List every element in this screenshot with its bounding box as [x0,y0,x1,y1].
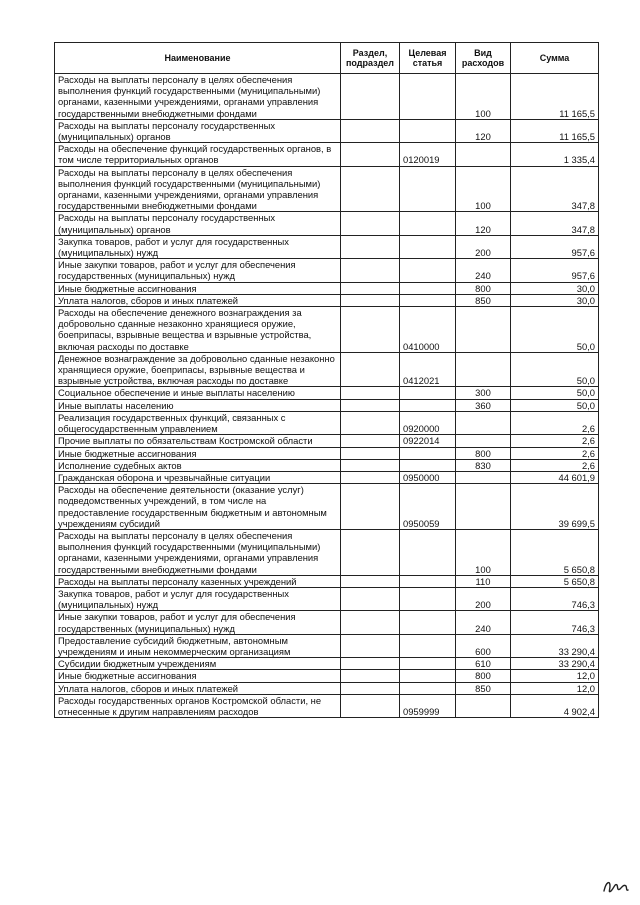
cell-article: 0959999 [400,694,456,717]
cell-sum: 39 699,5 [511,484,599,530]
cell-kind: 600 [456,634,511,657]
cell-section [341,670,400,682]
cell-article [400,634,456,657]
cell-section [341,447,400,459]
cell-sum: 33 290,4 [511,658,599,670]
cell-kind [456,352,511,387]
cell-sum: 2,6 [511,435,599,447]
cell-article [400,399,456,411]
cell-article [400,294,456,306]
cell-section [341,119,400,142]
cell-name: Расходы на обеспечение деятельности (оказание услуг) подведомственных учреждений, в том числе на предоставление государственным бюджетным и автономным учреждениям субсидий [55,484,341,530]
cell-article [400,682,456,694]
cell-section [341,575,400,587]
cell-article [400,74,456,120]
cell-name: Расходы на выплаты персоналу казенных учреждений [55,575,341,587]
cell-sum: 44 601,9 [511,471,599,483]
cell-section [341,634,400,657]
table-row [55,471,599,483]
cell-article: 0950000 [400,471,456,483]
cell-section [341,74,400,120]
table-row [55,658,599,670]
budget-table [54,42,599,718]
header-article: Целевая статья [400,43,456,74]
cell-section [341,387,400,399]
cell-kind: 800 [456,282,511,294]
cell-kind: 200 [456,235,511,258]
cell-kind [456,694,511,717]
header-kind: Вид расходов [456,43,511,74]
table-row [55,294,599,306]
cell-kind: 850 [456,682,511,694]
cell-sum: 957,6 [511,235,599,258]
cell-kind [456,143,511,166]
table-row [55,411,599,434]
table-row [55,212,599,235]
cell-section [341,235,400,258]
cell-name: Расходы на выплаты персоналу в целях обеспечения выполнения функций государственными (муниципальными) органами, казенными учреждениями, органами управления государственными внебюджетными фондами [55,166,341,212]
table-row [55,459,599,471]
cell-name: Расходы государственных органов Костромской области, не отнесенные к другим направлениям расходов [55,694,341,717]
cell-section [341,611,400,634]
table-row [55,611,599,634]
cell-section [341,307,400,353]
cell-sum: 30,0 [511,282,599,294]
table-row [55,259,599,282]
table-row [55,74,599,120]
cell-article [400,670,456,682]
cell-kind: 610 [456,658,511,670]
cell-kind [456,307,511,353]
cell-article: 0920000 [400,411,456,434]
table-row [55,447,599,459]
cell-name: Расходы на обеспечение функций государственных органов, в том числе территориальных органов [55,143,341,166]
cell-sum: 746,3 [511,611,599,634]
cell-name: Социальное обеспечение и иные выплаты населению [55,387,341,399]
cell-section [341,435,400,447]
cell-section [341,166,400,212]
cell-kind: 110 [456,575,511,587]
cell-sum: 50,0 [511,399,599,411]
cell-sum: 50,0 [511,307,599,353]
cell-sum: 11 165,5 [511,74,599,120]
table-row [55,307,599,353]
cell-section [341,399,400,411]
cell-section [341,484,400,530]
cell-section [341,587,400,610]
cell-name: Гражданская оборона и чрезвычайные ситуации [55,471,341,483]
cell-name: Иные закупки товаров, работ и услуг для обеспечения государственных (муниципальных) нужд [55,611,341,634]
cell-kind: 240 [456,259,511,282]
cell-article: 0120019 [400,143,456,166]
table-row [55,387,599,399]
cell-sum: 347,8 [511,212,599,235]
cell-name: Иные бюджетные ассигнования [55,447,341,459]
cell-kind: 120 [456,212,511,235]
cell-article [400,611,456,634]
handwritten-signature [602,874,630,896]
cell-section [341,143,400,166]
cell-name: Уплата налогов, сборов и иных платежей [55,294,341,306]
cell-article: 0412021 [400,352,456,387]
cell-name: Расходы на обеспечение денежного вознаграждения за добровольно сданные незаконно хранящиеся оружие, боеприпасы, взрывные вещества и взрывные устройства, включая расходы по доставке [55,307,341,353]
cell-section [341,529,400,575]
cell-name: Исполнение судебных актов [55,459,341,471]
cell-kind: 300 [456,387,511,399]
cell-sum: 2,6 [511,411,599,434]
cell-article [400,575,456,587]
cell-section [341,212,400,235]
cell-kind: 830 [456,459,511,471]
table-row [55,682,599,694]
cell-sum: 33 290,4 [511,634,599,657]
cell-name: Расходы на выплаты персоналу государственных (муниципальных) органов [55,212,341,235]
table-row [55,143,599,166]
table-row [55,670,599,682]
cell-kind: 100 [456,74,511,120]
cell-article [400,212,456,235]
cell-sum: 30,0 [511,294,599,306]
cell-kind: 200 [456,587,511,610]
cell-sum: 50,0 [511,387,599,399]
cell-section [341,694,400,717]
cell-article [400,658,456,670]
cell-kind [456,411,511,434]
cell-name: Предоставление субсидий бюджетным, автономным учреждениям и иным некоммерческим организациям [55,634,341,657]
cell-section [341,352,400,387]
cell-sum: 4 902,4 [511,694,599,717]
cell-section [341,259,400,282]
cell-name: Закупка товаров, работ и услуг для государственных (муниципальных) нужд [55,235,341,258]
cell-article [400,235,456,258]
header-sum: Сумма [511,43,599,74]
cell-sum: 12,0 [511,670,599,682]
cell-sum: 347,8 [511,166,599,212]
cell-name: Иные бюджетные ассигнования [55,282,341,294]
cell-article: 0922014 [400,435,456,447]
cell-sum: 1 335,4 [511,143,599,166]
cell-article [400,447,456,459]
cell-kind: 240 [456,611,511,634]
cell-name: Иные бюджетные ассигнования [55,670,341,682]
table-row [55,435,599,447]
table-row [55,529,599,575]
cell-article [400,387,456,399]
cell-section [341,411,400,434]
cell-kind [456,435,511,447]
cell-article [400,166,456,212]
cell-name: Иные выплаты населению [55,399,341,411]
table-row [55,634,599,657]
cell-sum: 5 650,8 [511,575,599,587]
cell-sum: 2,6 [511,459,599,471]
cell-section [341,658,400,670]
cell-section [341,459,400,471]
cell-kind: 800 [456,670,511,682]
table-row [55,119,599,142]
cell-name: Реализация государственных функций, связанных с общегосударственным управлением [55,411,341,434]
header-section: Раздел, подраздел [341,43,400,74]
cell-name: Прочие выплаты по обязательствам Костромской области [55,435,341,447]
cell-section [341,682,400,694]
cell-kind: 360 [456,399,511,411]
cell-sum: 5 650,8 [511,529,599,575]
cell-kind: 850 [456,294,511,306]
cell-sum: 957,6 [511,259,599,282]
header-name: Наименование [55,43,341,74]
cell-article: 0950059 [400,484,456,530]
cell-name: Уплата налогов, сборов и иных платежей [55,682,341,694]
cell-article [400,587,456,610]
table-row [55,166,599,212]
table-row [55,282,599,294]
cell-article: 0410000 [400,307,456,353]
table-row [55,352,599,387]
cell-name: Расходы на выплаты персоналу государственных (муниципальных) органов [55,119,341,142]
cell-sum: 2,6 [511,447,599,459]
cell-kind: 800 [456,447,511,459]
cell-sum: 746,3 [511,587,599,610]
table-row [55,399,599,411]
cell-section [341,471,400,483]
cell-name: Расходы на выплаты персоналу в целях обеспечения выполнения функций государственными (муниципальными) органами, казенными учреждениями, органами управления государственными внебюджетными фондами [55,74,341,120]
cell-sum: 11 165,5 [511,119,599,142]
table-row [55,575,599,587]
cell-kind [456,471,511,483]
cell-name: Субсидии бюджетным учреждениям [55,658,341,670]
cell-section [341,282,400,294]
cell-section [341,294,400,306]
cell-name: Денежное вознаграждение за добровольно сданные незаконно хранящиеся оружие, боеприпасы, взрывные вещества и взрывные устройства, включая расходы по доставке [55,352,341,387]
cell-kind [456,484,511,530]
table-row [55,484,599,530]
cell-sum: 50,0 [511,352,599,387]
table-row [55,587,599,610]
header-row [55,43,599,74]
cell-sum: 12,0 [511,682,599,694]
cell-article [400,119,456,142]
cell-name: Закупка товаров, работ и услуг для государственных (муниципальных) нужд [55,587,341,610]
cell-article [400,529,456,575]
cell-article [400,259,456,282]
cell-name: Иные закупки товаров, работ и услуг для обеспечения государственных (муниципальных) нужд [55,259,341,282]
table-row [55,694,599,717]
cell-name: Расходы на выплаты персоналу в целях обеспечения выполнения функций государственными (муниципальными) органами, казенными учреждениями, органами управления государственными внебюджетными фондами [55,529,341,575]
cell-article [400,459,456,471]
cell-article [400,282,456,294]
cell-kind: 100 [456,166,511,212]
cell-kind: 120 [456,119,511,142]
cell-kind: 100 [456,529,511,575]
table-row [55,235,599,258]
